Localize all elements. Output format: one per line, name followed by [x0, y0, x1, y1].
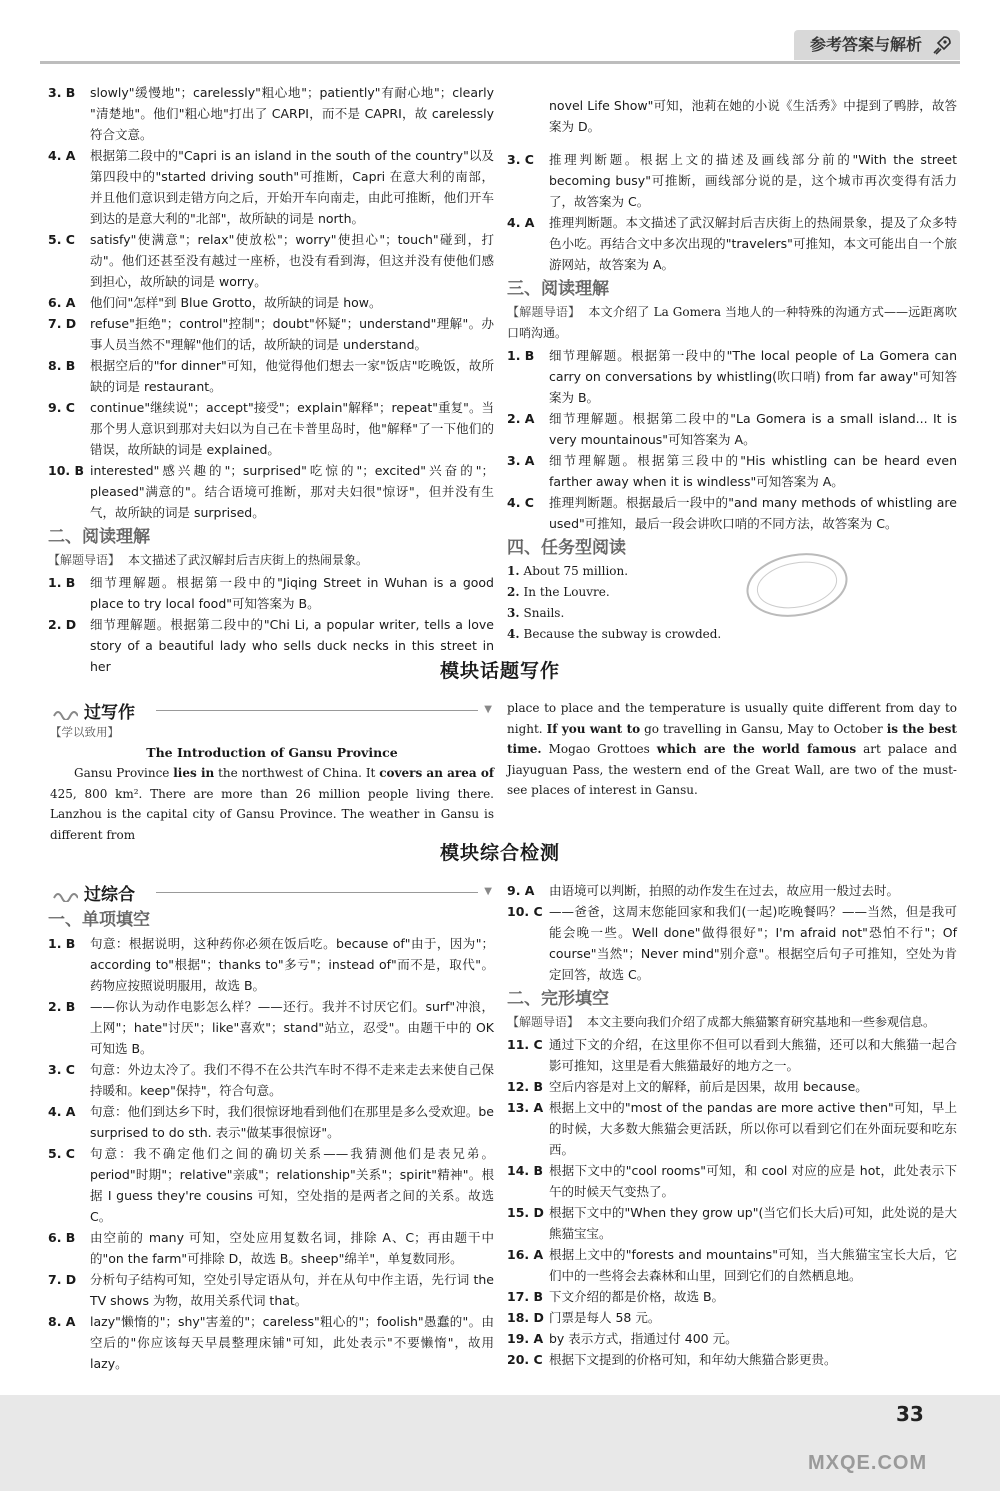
item-number: 11. C: [507, 1037, 543, 1052]
item-number: 4. A: [48, 148, 76, 163]
item-number: 8. A: [48, 1314, 76, 1329]
item-number: 10. C: [507, 904, 543, 919]
answer-item: [48, 82, 494, 145]
left-column-test: [48, 906, 494, 1374]
page-header: [0, 30, 1000, 64]
module-test-title: 模块综合检测: [439, 842, 560, 864]
essay-left: [50, 722, 494, 845]
guide-text: 本文描述了武汉解封后吉庆街上的热闹景象。: [128, 553, 369, 567]
essay-text: go travelling in Gansu, May to October: [640, 721, 887, 736]
answer-item: [507, 1034, 957, 1076]
item-number: 15. D: [507, 1205, 544, 1220]
answer-item: [48, 1101, 494, 1143]
item-number: 5. C: [48, 1146, 75, 1161]
item-number: 10. B: [48, 463, 85, 478]
item-number: 1. B: [507, 348, 535, 363]
essay-text: place to place and the temperature is usually quite different from day to night.: [507, 701, 957, 736]
item-number: 9. C: [48, 400, 75, 415]
item-text: 下文介绍的都是价格，故选 B。: [549, 1289, 725, 1304]
answer-item: [507, 1076, 957, 1097]
answer-item: [507, 408, 957, 450]
answer-item: [48, 355, 494, 397]
essay-right: [507, 698, 957, 801]
item-number: 2. A: [507, 411, 535, 426]
answer-item: [48, 145, 494, 229]
item-text: 通过下文的介绍，在这里你不但可以看到大熊猫，还可以和大熊猫一起合影可推知，这里是看大熊猫最好的地方之一。: [549, 1037, 957, 1073]
writing-bar-heading: [52, 698, 492, 722]
section-heading-reading-2: 二、阅读理解: [48, 527, 150, 547]
item-text: 门票是每人 58 元。: [549, 1310, 661, 1325]
answer-item: [48, 1269, 494, 1311]
item-text: Snails.: [523, 606, 565, 620]
rocket-icon: [930, 33, 954, 57]
item-number: 12. B: [507, 1079, 544, 1094]
guide-paragraph-2: [48, 550, 494, 571]
item-text: 细节理解题。根据第一段中的"The local people of La Gomera can carry on conversations by whistling(吹口哨) from far away"可知答案为 B。: [549, 348, 957, 405]
module-writing-title: 模块话题写作: [439, 660, 560, 682]
essay-text: the northwest of China. It: [214, 766, 380, 780]
item-text: 根据上文中的"forests and mountains"可知，当大熊猫宝宝长大后，它们中的一些将会去森林和山里，回到它们的自然栖息地。: [549, 1247, 957, 1283]
item-text: 根据上文中的"most of the pandas are more active then"可知，早上的时候，大多数大熊猫会更活跃，所以你可以看到它们在外面玩耍和吃东西。: [549, 1100, 957, 1157]
item-number: 1.: [507, 564, 520, 578]
item-text: refuse"拒绝"；control"控制"；doubt"怀疑"；understand"理解"。办事人员当然不"理解"他们的话，故所缺的词是 understand。: [90, 316, 494, 352]
item-number: 8. B: [48, 358, 76, 373]
item-number: 6. B: [48, 1230, 76, 1245]
test-bar-heading: [52, 880, 492, 904]
answer-item: [48, 1143, 494, 1227]
answer-item: [507, 1328, 957, 1349]
item-text: 推理判断题。本文描述了武汉解封后吉庆街上的热闹景象，提及了众多特色小吃。再结合文中多次出现的"travelers"可推知，本文可能出自一个旅游网站，故答案为 A。: [549, 215, 957, 272]
wave-icon: [52, 706, 78, 720]
writing-bar-rule: [156, 710, 478, 711]
item-text: continue"继续说"；accept"接受"；explain"解释"；repeat"重复"。当那个男人意识到那对夫妇以为自己在卡普里岛时，他"解释"了一下他们的错误，故所缺的词是 explained。: [90, 400, 494, 457]
item-number: 3. A: [507, 453, 535, 468]
essay-phrase: covers an area of: [379, 766, 495, 780]
section-heading-cloze: 二、完形填空: [507, 989, 609, 1009]
item-text: 句意：根据说明，这种药你必须在饭后吃。because of"由于，因为"；according to"根据"；thanks to"多亏"；instead of"而不是，取代"。药物应按照说明服用，故选 B。: [90, 936, 494, 993]
answer-item: [507, 1097, 957, 1160]
chevron-down-icon: ▼: [484, 704, 492, 715]
item-number: 2. D: [48, 617, 77, 632]
item-number: 7. D: [48, 1272, 77, 1287]
answer-item: [48, 1227, 494, 1269]
item-text: 细节理解题。根据第三段中的"His whistling can be heard even farther away when it is windless"可知答案为 A。: [549, 453, 957, 489]
section-heading-task-reading: 四、任务型阅读: [507, 538, 626, 558]
wave-icon: [52, 888, 78, 902]
item-text: In the Louvre.: [523, 585, 610, 599]
item-number: 13. A: [507, 1100, 544, 1115]
item-text: Because the subway is crowded.: [523, 627, 722, 641]
item-text: ——爸爸，这周末您能回家和我们(一起)吃晚餐吗？——当然，但是我可能会晚一些。Well done"做得很好"；I'm afraid not"恐怕不行"；Of course"当然"；Never mind"别介意"。根据空后句子可推知，空处为肯定回答，故选 C。: [549, 904, 957, 982]
item-text: 根据下文中的"When they grow up"(当它们长大后)可知，此处说的是大熊猫宝宝。: [549, 1205, 957, 1241]
item-number: 7. D: [48, 316, 77, 331]
header-title-tag: [794, 30, 960, 60]
item-text: 根据下文提到的价格可知，和年幼大熊猫合影更贵。: [549, 1352, 837, 1367]
chevron-down-icon: ▼: [484, 886, 492, 897]
item-number: 1. B: [48, 936, 76, 951]
answer-item: [507, 1202, 957, 1244]
item-text: 推理判断题。根据上文的描述及画线部分前的"With the street becoming busy"可推断，画线部分说的是，这个城市再次变得有活力了，故答案为 C。: [549, 152, 957, 209]
item-text: 分析句子结构可知，空处引导定语从句，并在从句中作主语，先行词 the TV shows 为物，故用关系代词 that。: [90, 1272, 494, 1308]
answer-item: [48, 1059, 494, 1101]
item-text: 由语境可以判断，拍照的动作发生在过去，故应用一般过去时。: [549, 883, 900, 898]
left-column-top: [48, 82, 494, 677]
answer-item: [507, 880, 957, 901]
test-bar-rule: [156, 892, 478, 893]
essay-phrase: is the best time.: [507, 721, 957, 756]
answer-item: [48, 292, 494, 313]
continuation-text: novel Life Show"可知，池莉在她的小说《生活秀》中提到了鸭脖，故答案为 D。: [549, 97, 957, 134]
answer-item: [507, 212, 957, 275]
item-text: 空后内容是对上文的解释，前后是因果，故用 because。: [549, 1079, 868, 1094]
essay-text: Mogao Grottoes: [541, 742, 657, 756]
answer-item: [48, 313, 494, 355]
item-text: 细节理解题。根据第一段中的"Jiqing Street in Wuhan is a good place to try local food"可知答案为 B。: [90, 575, 494, 611]
item-text: 细节理解题。根据第二段中的"La Gomera is a small island... It is very mountainous"可知答案为 A。: [549, 411, 957, 447]
item-number: 18. D: [507, 1310, 544, 1325]
answer-item: [507, 1349, 957, 1370]
writing-bar-label: 过写作: [84, 703, 135, 723]
item-text: 根据空后的"for dinner"可知，他觉得他们想去一家"饭店"吃晚饭，故所缺的词是 restaurant。: [90, 358, 494, 394]
answer-item: [507, 1160, 957, 1202]
section-heading-reading-3: 三、阅读理解: [507, 279, 609, 299]
header-title: 参考答案与解析: [809, 35, 922, 54]
answer-item: [48, 933, 494, 996]
item-text: 句意：外边太冷了。我们不得不在公共汽车时不得不走来走去来使自己保持暖和。keep"保持"，符合句意。: [90, 1062, 494, 1098]
item-text: 细节理解题。根据第二段中的"Chi Li, a popular writer, tells a love story of a beautiful lady who sells duck necks in this street in her: [90, 617, 494, 674]
answer-item: [48, 460, 494, 523]
item-number: 2. B: [48, 999, 76, 1014]
header-rule: [40, 61, 960, 64]
answer-item: [507, 492, 957, 534]
item-text: 根据第二段中的"Capri is an island in the south of the country"以及第四段中的"started driving south"可推断，Capri 在意大利的南部，并且他们意识到走错方向之后，开始开车向南走，由此可推断，他们开车到达的是意大利的"北部"，故所缺的词是 north。: [90, 148, 494, 226]
section-heading-single-choice: 一、单项填空: [48, 910, 150, 930]
answer-item: [507, 1286, 957, 1307]
watermark-url: MXQE.COM: [808, 1452, 928, 1474]
guide-paragraph-3: [507, 302, 957, 344]
item-number: 2.: [507, 585, 520, 599]
guide-tag: 【解题导语】: [507, 1015, 580, 1029]
answer-item: [507, 450, 957, 492]
item-number: 4. C: [507, 495, 534, 510]
item-number: 6. A: [48, 295, 76, 310]
item-number: 3. C: [48, 1062, 75, 1077]
item-number: 17. B: [507, 1289, 544, 1304]
item-number: 9. A: [507, 883, 535, 898]
task-answer: [507, 561, 957, 582]
stamp-icon: [742, 550, 852, 620]
item-text: interested"感兴趣的"；surprised"吃惊的"；excited"兴奋的"；pleased"满意的"。结合语境可推断，那对夫妇很"惊讶"，但并没有生气，故所缺的词是 surprised。: [90, 463, 494, 520]
answer-item: [48, 1311, 494, 1374]
essay-phrase: lies in: [173, 766, 215, 780]
item-number: 4.: [507, 627, 520, 641]
task-answer: [507, 582, 957, 603]
essay-phrase: which are the world famous: [656, 742, 857, 756]
item-number: 3. B: [48, 85, 76, 100]
essay-text: art palace and Jiayuguan Pass, the western end of the Great Wall, are two of the must-see places of interest in Gansu.: [507, 742, 958, 797]
item-number: 4. A: [48, 1104, 76, 1119]
task-answer: [507, 624, 957, 645]
answer-item: [507, 149, 957, 212]
item-text: 推理判断题。根据最后一段中的"and many methods of whistling are used"可推知，最后一段会讲吹口哨的不同方法，故答案为 C。: [549, 495, 957, 531]
guide-tag: 【解题导语】: [48, 553, 121, 567]
answer-item: [507, 1307, 957, 1328]
item-text: 根据下文中的"cool rooms"可知，和 cool 对应的应是 hot，此处表示下午的时候天气变热了。: [549, 1163, 957, 1199]
item-text: 句意：我不确定他们之间的确切关系——我猜测他们是表兄弟。period"时期"；relative"亲戚"；relationship"关系"；spirit"精神"。根据 I guess they're cousins 可知，空处指的是两者之间的关系。故选 C。: [90, 1146, 494, 1224]
item-number: 16. A: [507, 1247, 544, 1262]
right-column-top: [507, 82, 957, 645]
item-number: 19. A: [507, 1331, 544, 1346]
item-number: 1. B: [48, 575, 76, 590]
answer-item: [48, 229, 494, 292]
item-text: 由空前的 many 可知，空处应用复数名词，排除 A、C；再由题干中的"on the farm"可排除 D，故选 B。sheep"绵羊"，单复数同形。: [90, 1230, 494, 1266]
item-number: 14. B: [507, 1163, 544, 1178]
item-text: ——你认为动作电影怎么样？——还行。我并不讨厌它们。surf"冲浪，上网"；hate"讨厌"；like"喜欢"；stand"站立，忍受"。由题干中的 OK 可知选 B。: [90, 999, 494, 1056]
item-text: About 75 million.: [523, 564, 629, 578]
item-text: satisfy"使满意"；relax"使放松"；worry"使担心"；touch"碰到，打动"。他们还甚至没有越过一座桥，也没有看到海，但这并没有使他们感到担心，故所缺的词是 worry。: [90, 232, 494, 289]
answer-item: [507, 901, 957, 985]
right-column-test: [507, 880, 957, 1370]
essay-title: The Introduction of Gansu Province: [146, 744, 398, 760]
guide-text: 本文介绍了 La Gomera 当地人的一种特殊的沟通方式——远距离吹口哨沟通。: [507, 305, 957, 340]
test-bar-label: 过综合: [84, 885, 135, 905]
answer-item: [48, 996, 494, 1059]
item-text: 句意：他们到达乡下时，我们很惊讶地看到他们在那里是多么受欢迎。be surprised to do sth. 表示"做某事很惊讶"。: [90, 1104, 494, 1140]
item-number: 3. C: [507, 152, 534, 167]
essay-text: 425, 800 km². There are more than 26 million people living there. Lanzhou is the capital city of Gansu Province. The weather in Gansu is different from: [50, 786, 494, 842]
essay-paragraph-left: [50, 763, 494, 845]
item-text: slowly"缓慢地"；carelessly"粗心地"；patiently"有耐心地"；clearly "清楚地"。他们"粗心地"打出了 CARPI，而不是 CAPRI，故 carelessly 符合文意。: [90, 85, 494, 142]
essay-phrase: If you want to: [546, 721, 641, 736]
answer-item: [48, 572, 494, 614]
item-text: by 表示方式，指通过付 400 元。: [549, 1331, 738, 1346]
answer-item: [507, 345, 957, 408]
task-answer: [507, 603, 957, 624]
item-number: 3.: [507, 606, 520, 620]
item-number: 4. A: [507, 215, 535, 230]
answer-item: [48, 397, 494, 460]
page-number: 33: [896, 1402, 924, 1426]
apply-tag: 【学以致用】: [50, 725, 119, 739]
guide-text: 本文主要向我们介绍了成都大熊猫繁育研究基地和一些参观信息。: [587, 1015, 936, 1029]
item-text: lazy"懒惰的"；shy"害羞的"；careless"粗心的"；foolish"愚蠢的"。由空后的"你应该每天早晨整理床铺"可知，此处表示"不要懒惰"，故用 lazy。: [90, 1314, 494, 1371]
item-text: 他们问"怎样"到 Blue Grotto，故所缺的词是 how。: [90, 295, 382, 310]
guide-tag: 【解题导语】: [507, 305, 581, 319]
item-number: 5. C: [48, 232, 75, 247]
answer-item: [507, 1244, 957, 1286]
cloze-guide-paragraph: [507, 1012, 957, 1033]
essay-text: Gansu Province: [74, 766, 174, 780]
footer-band: [0, 1395, 1000, 1491]
item-number: 20. C: [507, 1352, 543, 1367]
